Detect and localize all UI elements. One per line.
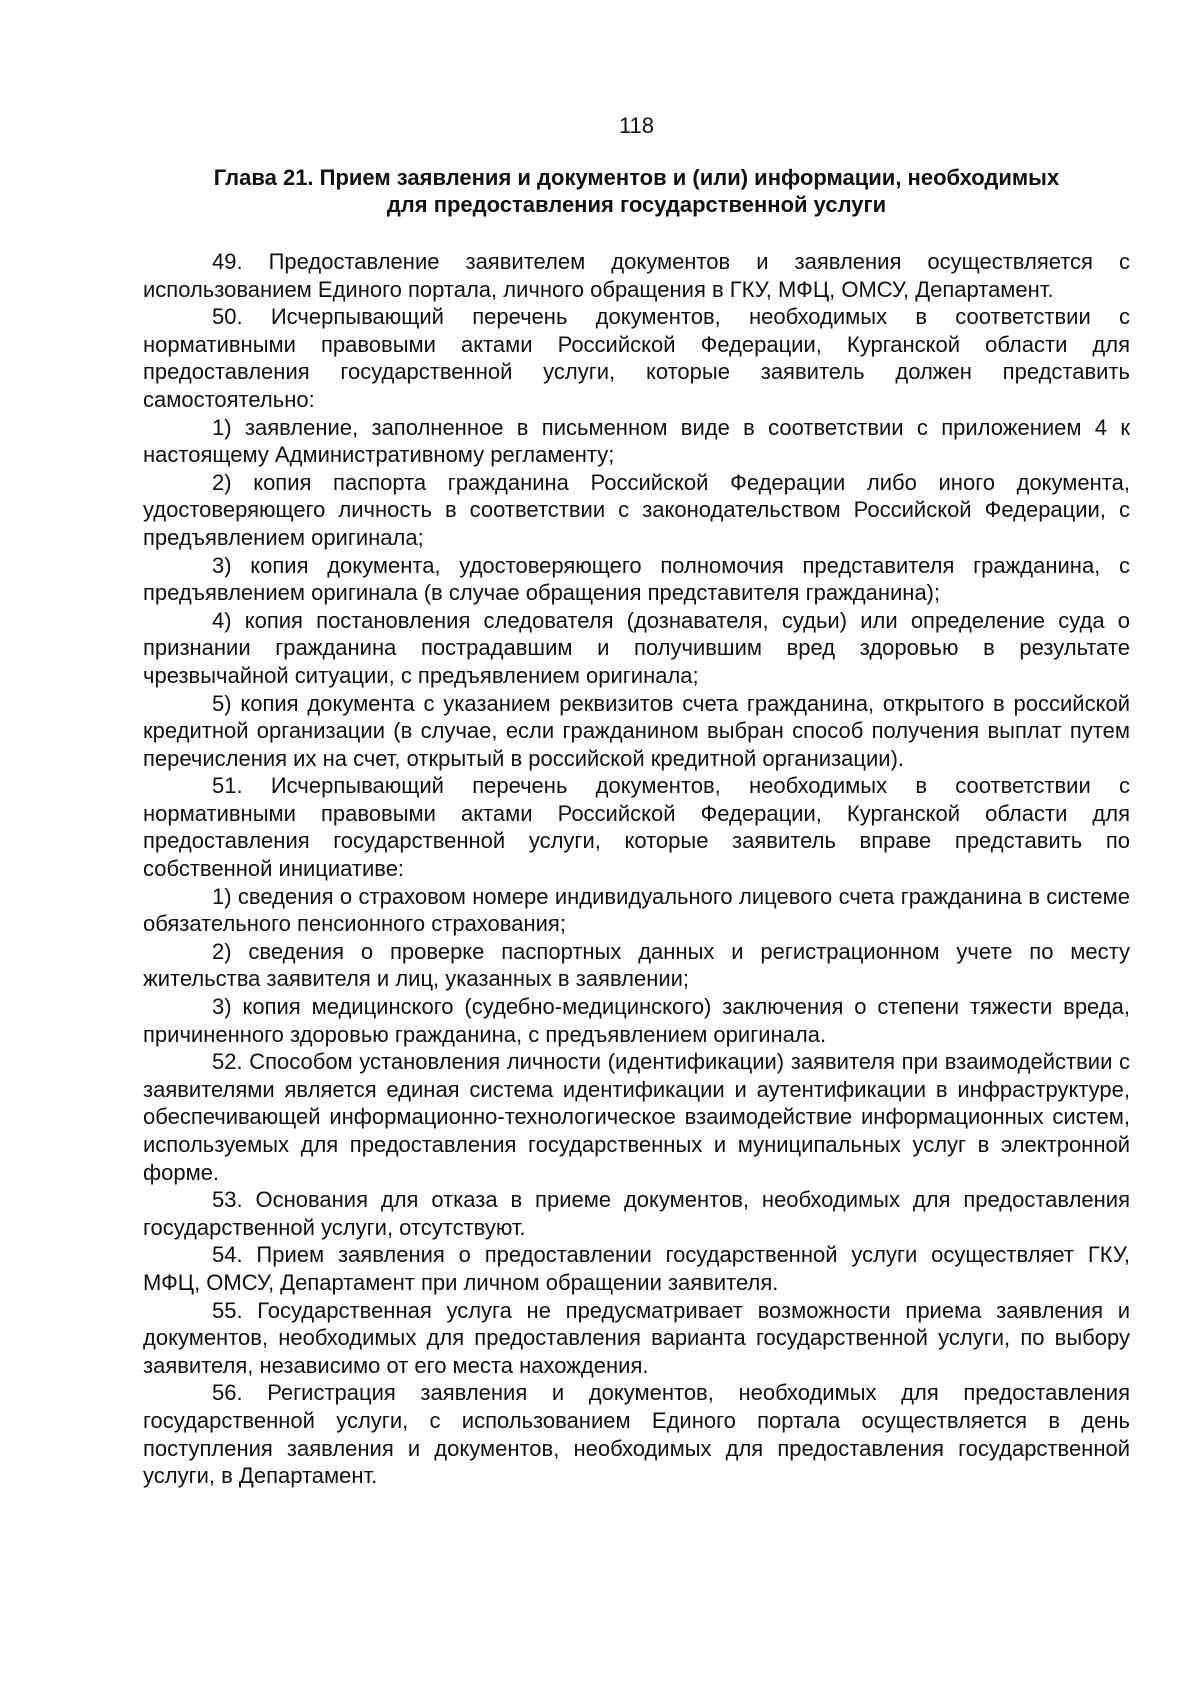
chapter-title-line-1: Глава 21. Прием заявления и документов и (или) информации, необходимых: [213, 165, 1060, 190]
paragraph-50: 50. Исчерпывающий перечень документов, необходимых в соответствии с нормативными правовыми актами Российской Федерации, Курганской области для предоставления государственной услуги, которые заявитель должен представить самостоятельно:: [143, 304, 1130, 412]
paragraph-50-item-1: 1) заявление, заполненное в письменном виде в соответствии с приложением 4 к настоящему Административному регламенту;: [143, 414, 1130, 468]
paragraph-50-item-2: 2) копия паспорта гражданина Российской Федерации либо иного документа, удостоверяющего личность в соответствии с законодательством Российской Федерации, с предъявлением оригинала;: [143, 469, 1130, 550]
paragraph-51-item-1: 1) сведения о страховом номере индивидуального лицевого счета гражданина в системе обязательного пенсионного страхования;: [143, 883, 1130, 937]
document-body: [143, 248, 1130, 1490]
paragraph-53: 53. Основания для отказа в приеме документов, необходимых для предоставления государственной услуги, отсутствуют.: [143, 1187, 1130, 1240]
chapter-title: [143, 164, 1130, 218]
paragraph-49: 49. Предоставление заявителем документов и заявления осуществляется с использованием Единого портала, личного обращения в ГКУ, МФЦ, ОМСУ, Департамент.: [143, 249, 1130, 302]
paragraph-50-item-5: 5) копия документа с указанием реквизитов счета гражданина, открытого в российской кредитной организации (в случае, если гражданином выбран способ получения выплат путем перечисления их на счет, открытый в российской кредитной организации).: [143, 690, 1130, 771]
document-page: [143, 112, 1130, 1490]
paragraph-51: 51. Исчерпывающий перечень документов, необходимых в соответствии с нормативными правовыми актами Российской Федерации, Курганской области для предоставления государственной услуги, которые заявитель вправе представить по собственной инициативе:: [143, 773, 1130, 882]
paragraph-52: 52. Способом установления личности (идентификации) заявителя при взаимодействии с заявителями является единая система идентификации и аутентификации в инфраструктуре, обеспечивающей информационно-технологическое взаимодействие информационных систем, используемых для предоставления государственных и муниципальных услуг в электронной форме.: [143, 1049, 1130, 1185]
paragraph-56: 56. Регистрация заявления и документов, необходимых для предоставления государственной услуги, с использованием Единого портала осуществляется в день поступления заявления и документов, необходимых для предоставления государственной услуги, в Департамент.: [143, 1380, 1130, 1489]
paragraph-50-item-3: 3) копия документа, удостоверяющего полномочия представителя гражданина, с предъявлением оригинала (в случае обращения представителя гражданина);: [143, 552, 1130, 606]
paragraph-55: 55. Государственная услуга не предусматривает возможности приема заявления и документов, необходимых для предоставления варианта государственной услуги, по выбору заявителя, независимо от его места нахождения.: [143, 1297, 1130, 1378]
paragraph-51-item-3: 3) копия медицинского (судебно-медицинского) заключения о степени тяжести вреда, причиненного здоровью гражданина, с предъявлением оригинала.: [143, 994, 1130, 1047]
paragraph-50-item-4: 4) копия постановления следователя (дознавателя, судьи) или определение суда о признании гражданина пострадавшим и получившим вред здоровью в результате чрезвычайной ситуации, с предъявлением оригинала;: [143, 607, 1130, 688]
paragraph-51-item-2: 2) сведения о проверке паспортных данных и регистрационном учете по месту жительства заявителя и лиц, указанных в заявлении;: [143, 938, 1130, 992]
page-number: 118: [618, 113, 655, 138]
chapter-title-line-2: для предоставления государственной услуги: [386, 192, 887, 217]
paragraph-54: 54. Прием заявления о предоставлении государственной услуги осуществляет ГКУ, МФЦ, ОМСУ, Департамент при личном обращении заявителя.: [143, 1242, 1130, 1295]
